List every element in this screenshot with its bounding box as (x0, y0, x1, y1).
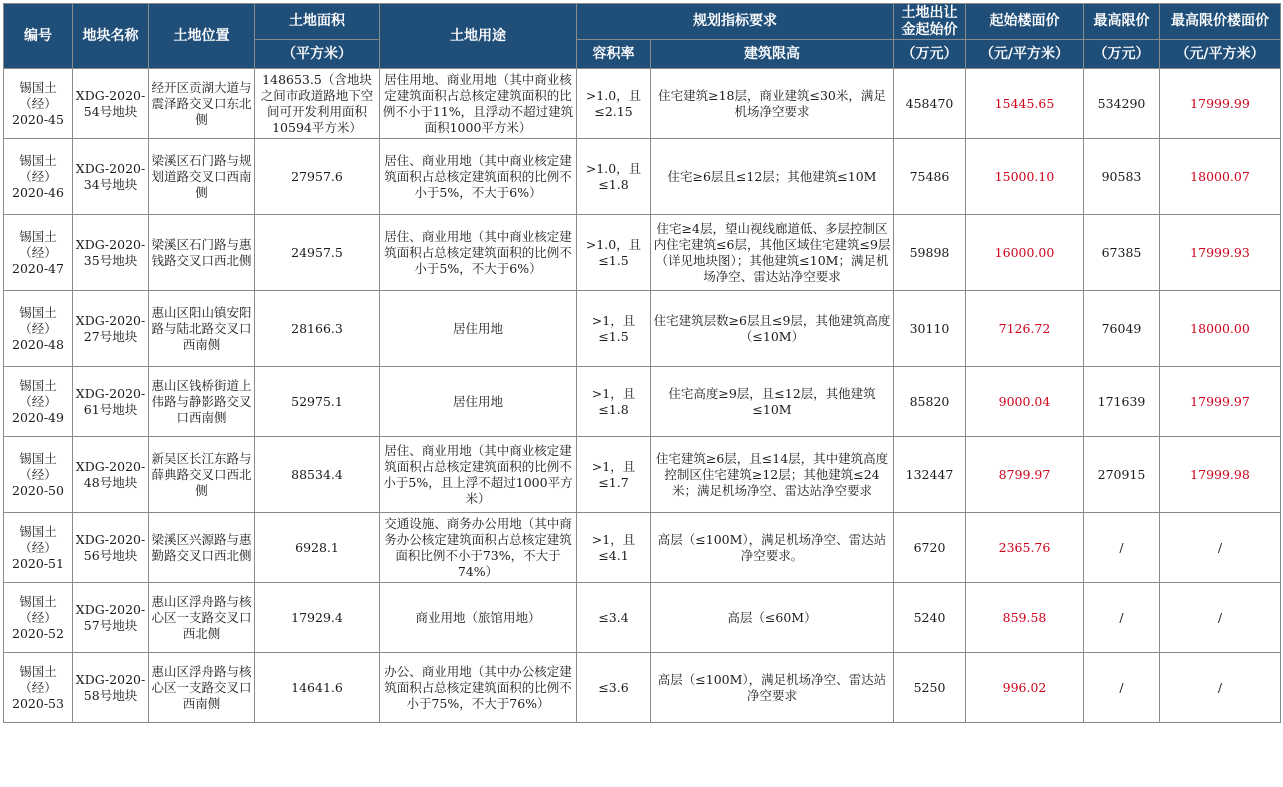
table-row (4, 367, 1281, 437)
cell-far: ≤3.4 (577, 583, 651, 653)
header-name: 地块名称 (73, 4, 149, 69)
header-max-floor-price: 最高限价楼面价 (1160, 4, 1281, 40)
table-row (4, 583, 1281, 653)
cell-location: 惠山区浮舟路与核心区一支路交叉口西南侧 (149, 653, 255, 723)
header-area-unit: （平方米） (255, 40, 380, 69)
cell-max-price: 76049 (1084, 291, 1160, 367)
cell-height: 高层（≤100M），满足机场净空、雷达站净空要求 (651, 653, 894, 723)
cell-far: >1，且≤1.8 (577, 367, 651, 437)
cell-area: 24957.5 (255, 215, 380, 291)
cell-start-price: 132447 (894, 437, 966, 513)
cell-start-price: 5240 (894, 583, 966, 653)
cell-max-price: / (1084, 513, 1160, 583)
cell-start-price: 59898 (894, 215, 966, 291)
header-floor-price-unit: （元/平方米） (966, 40, 1084, 69)
cell-use: 商业用地（旅馆用地） (380, 583, 577, 653)
header-id: 编号 (4, 4, 73, 69)
cell-id: 锡国土（经）2020-51 (4, 513, 73, 583)
cell-name: XDG-2020-58号地块 (73, 653, 149, 723)
cell-use: 居住、商业用地（其中商业核定建筑面积占总核定建筑面积的比例不小于5%，不大于6%） (380, 215, 577, 291)
cell-floor-price: 15445.65 (966, 69, 1084, 139)
cell-height: 住宅≥4层，望山视线廊道低、多层控制区内住宅建筑≤6层，其他区域住宅建筑≤9层（详见地块图）；其他建筑≤10M；满足机场净空、雷达站净空要求 (651, 215, 894, 291)
cell-use: 居住、商业用地（其中商业核定建筑面积占总核定建筑面积的比例不小于5%，不大于6%） (380, 139, 577, 215)
cell-floor-price: 16000.00 (966, 215, 1084, 291)
cell-start-price: 5250 (894, 653, 966, 723)
header-location: 土地位置 (149, 4, 255, 69)
cell-id: 锡国土（经）2020-47 (4, 215, 73, 291)
cell-start-price: 6720 (894, 513, 966, 583)
cell-max-floor-price: 17999.99 (1160, 69, 1281, 139)
cell-use: 居住、商业用地（其中商业核定建筑面积占总核定建筑面积的比例不小于5%，且上浮不超过1000平方米） (380, 437, 577, 513)
cell-area: 27957.6 (255, 139, 380, 215)
cell-start-price: 85820 (894, 367, 966, 437)
table-row (4, 437, 1281, 513)
cell-id: 锡国土（经）2020-48 (4, 291, 73, 367)
cell-start-price: 75486 (894, 139, 966, 215)
cell-max-price: / (1084, 653, 1160, 723)
cell-floor-price: 7126.72 (966, 291, 1084, 367)
cell-max-floor-price: 17999.98 (1160, 437, 1281, 513)
cell-far: >1.0，且≤1.8 (577, 139, 651, 215)
cell-max-floor-price: / (1160, 653, 1281, 723)
cell-area: 14641.6 (255, 653, 380, 723)
land-auction-table (3, 3, 1281, 723)
cell-height: 住宅建筑≥18层，商业建筑≤30米，满足机场净空要求 (651, 69, 894, 139)
cell-name: XDG-2020-34号地块 (73, 139, 149, 215)
cell-name: XDG-2020-56号地块 (73, 513, 149, 583)
cell-height: 住宅≥6层且≤12层；其他建筑≤10M (651, 139, 894, 215)
cell-id: 锡国土（经）2020-46 (4, 139, 73, 215)
cell-id: 锡国土（经）2020-50 (4, 437, 73, 513)
cell-use: 办公、商业用地（其中办公核定建筑面积占总核定建筑面积的比例不小于75%，不大于76%） (380, 653, 577, 723)
cell-height: 住宅高度≥9层，且≤12层，其他建筑≤10M (651, 367, 894, 437)
cell-name: XDG-2020-27号地块 (73, 291, 149, 367)
cell-location: 新吴区长江东路与薛典路交叉口西北侧 (149, 437, 255, 513)
cell-max-price: 270915 (1084, 437, 1160, 513)
cell-max-floor-price: / (1160, 513, 1281, 583)
cell-name: XDG-2020-48号地块 (73, 437, 149, 513)
cell-id: 锡国土（经）2020-52 (4, 583, 73, 653)
cell-height: 住宅建筑层数≥6层且≤9层，其他建筑高度（≤10M） (651, 291, 894, 367)
table-row (4, 215, 1281, 291)
header-height: 建筑限高 (651, 40, 894, 69)
cell-max-price: 67385 (1084, 215, 1160, 291)
cell-location: 惠山区阳山镇安阳路与陆北路交叉口西南侧 (149, 291, 255, 367)
cell-far: >1.0，且≤1.5 (577, 215, 651, 291)
cell-id: 锡国土（经）2020-49 (4, 367, 73, 437)
cell-name: XDG-2020-61号地块 (73, 367, 149, 437)
cell-use: 居住用地 (380, 367, 577, 437)
cell-location: 梁溪区兴源路与惠勤路交叉口西北侧 (149, 513, 255, 583)
cell-floor-price: 996.02 (966, 653, 1084, 723)
cell-area: 88534.4 (255, 437, 380, 513)
cell-floor-price: 859.58 (966, 583, 1084, 653)
table-row (4, 291, 1281, 367)
cell-max-floor-price: 18000.07 (1160, 139, 1281, 215)
cell-location: 惠山区钱桥街道上伟路与静影路交叉口西南侧 (149, 367, 255, 437)
cell-start-price: 30110 (894, 291, 966, 367)
cell-max-price: / (1084, 583, 1160, 653)
cell-max-floor-price: / (1160, 583, 1281, 653)
header-max-price-unit: （万元） (1084, 40, 1160, 69)
header-area: 土地面积 (255, 4, 380, 40)
cell-height: 高层（≤60M） (651, 583, 894, 653)
table-row (4, 513, 1281, 583)
cell-name: XDG-2020-35号地块 (73, 215, 149, 291)
cell-floor-price: 15000.10 (966, 139, 1084, 215)
cell-floor-price: 9000.04 (966, 367, 1084, 437)
cell-area: 52975.1 (255, 367, 380, 437)
cell-name: XDG-2020-57号地块 (73, 583, 149, 653)
cell-start-price: 458470 (894, 69, 966, 139)
cell-id: 锡国土（经）2020-45 (4, 69, 73, 139)
header-use: 土地用途 (380, 4, 577, 69)
table-row (4, 69, 1281, 139)
table-row (4, 653, 1281, 723)
header-floor-price: 起始楼面价 (966, 4, 1084, 40)
cell-far: >1，且≤4.1 (577, 513, 651, 583)
cell-max-price: 171639 (1084, 367, 1160, 437)
cell-height: 高层（≤100M），满足机场净空、雷达站净空要求。 (651, 513, 894, 583)
cell-area: 6928.1 (255, 513, 380, 583)
cell-use: 居住用地、商业用地（其中商业核定建筑面积占总核定建筑面积的比例不小于11%，且浮动不超过建筑面积1000平方米） (380, 69, 577, 139)
cell-location: 梁溪区石门路与规划道路交叉口西南侧 (149, 139, 255, 215)
header-start-price: 土地出让金起始价 (894, 4, 966, 40)
header-row-top (4, 4, 1281, 40)
cell-max-floor-price: 18000.00 (1160, 291, 1281, 367)
cell-id: 锡国土（经）2020-53 (4, 653, 73, 723)
cell-floor-price: 2365.76 (966, 513, 1084, 583)
cell-max-price: 534290 (1084, 69, 1160, 139)
cell-area: 17929.4 (255, 583, 380, 653)
header-planning: 规划指标要求 (577, 4, 894, 40)
header-far: 容积率 (577, 40, 651, 69)
cell-floor-price: 8799.97 (966, 437, 1084, 513)
table-row (4, 139, 1281, 215)
header-max-floor-price-unit: （元/平方米） (1160, 40, 1281, 69)
header-start-price-unit: （万元） (894, 40, 966, 69)
cell-height: 住宅建筑≥6层，且≤14层，其中建筑高度控制区住宅建筑≥12层；其他建筑≤24米；满足机场净空、雷达站净空要求 (651, 437, 894, 513)
cell-use: 交通设施、商务办公用地（其中商务办公核定建筑面积占总核定建筑面积比例不小于73%，不大于74%） (380, 513, 577, 583)
cell-far: ≤3.6 (577, 653, 651, 723)
cell-far: >1，且≤1.7 (577, 437, 651, 513)
cell-max-price: 90583 (1084, 139, 1160, 215)
cell-name: XDG-2020-54号地块 (73, 69, 149, 139)
cell-location: 惠山区浮舟路与核心区一支路交叉口西北侧 (149, 583, 255, 653)
cell-far: >1.0，且≤2.15 (577, 69, 651, 139)
cell-area: 28166.3 (255, 291, 380, 367)
cell-area: 148653.5（含地块之间市政道路地下空间可开发利用面积10594平方米） (255, 69, 380, 139)
cell-location: 梁溪区石门路与惠钱路交叉口西北侧 (149, 215, 255, 291)
cell-far: >1，且≤1.5 (577, 291, 651, 367)
cell-max-floor-price: 17999.97 (1160, 367, 1281, 437)
cell-location: 经开区贡湖大道与震泽路交叉口东北侧 (149, 69, 255, 139)
header-max-price: 最高限价 (1084, 4, 1160, 40)
cell-use: 居住用地 (380, 291, 577, 367)
cell-max-floor-price: 17999.93 (1160, 215, 1281, 291)
